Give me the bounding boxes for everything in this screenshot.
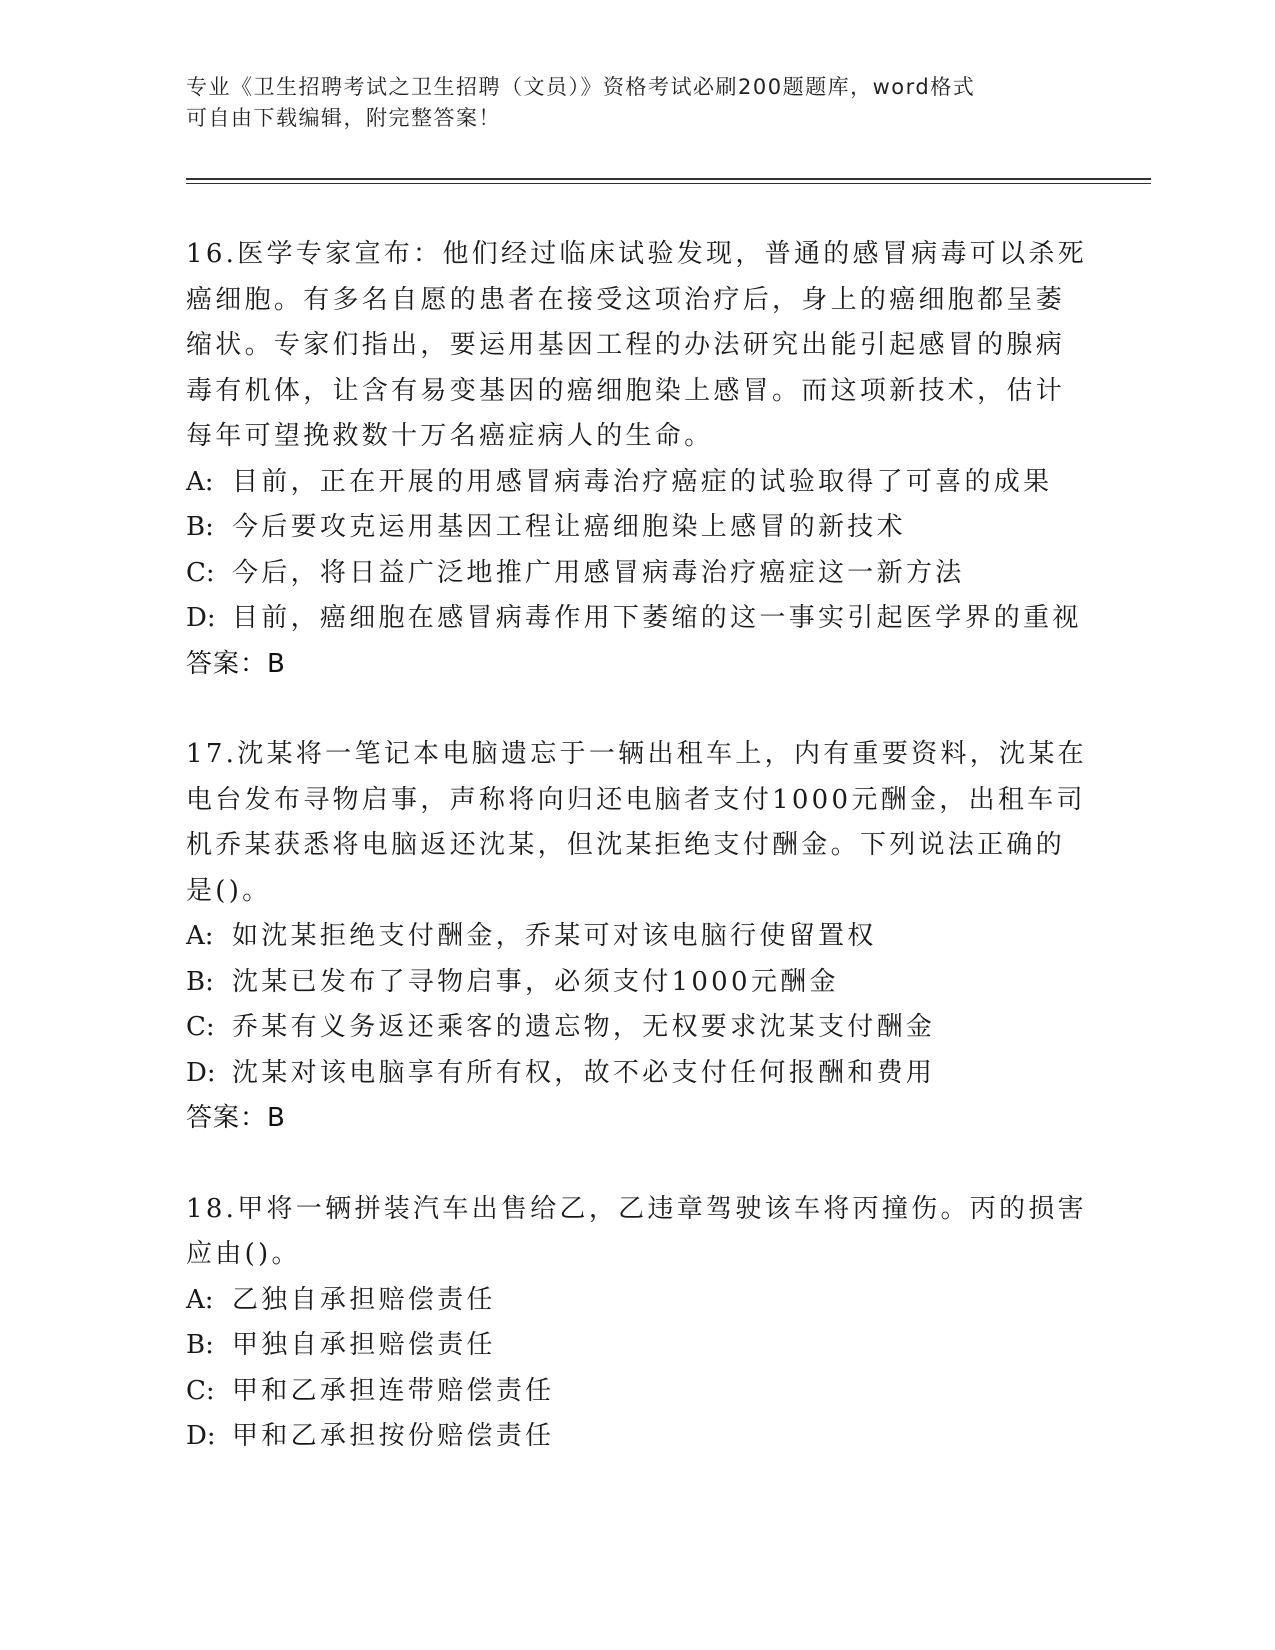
option-c: [186, 1369, 1086, 1415]
stem-line: 每年可望挽救数十万名癌症病人的生命。: [186, 421, 714, 451]
option-b: [186, 1323, 1086, 1369]
option-text: 沈某对该电脑享有所有权，故不必支付任何报酬和费用: [232, 1057, 936, 1088]
question-list: [186, 232, 1086, 1505]
option-label: C:: [186, 557, 215, 588]
answer-label: 答案：B: [186, 1103, 286, 1133]
option-text: 乔某有义务返还乘客的遗忘物，无权要求沈某支付酬金: [232, 1012, 936, 1042]
option-label: D:: [186, 603, 216, 633]
stem-line: 缩状。专家们指出，要运用基因工程的办法研究出能引起感冒的腺病: [186, 330, 1066, 360]
option-label: A:: [186, 1284, 214, 1315]
question-17: [186, 732, 1086, 1142]
option-text: 沈某已发布了寻物启事，必须支付1000元酬金: [232, 966, 839, 997]
option-label: C:: [186, 1375, 215, 1406]
option-text: 甲和乙承担连带赔偿责任: [232, 1375, 555, 1406]
option-text: 乙独自承担赔偿责任: [232, 1284, 496, 1315]
option-d: [186, 596, 1086, 642]
option-c: [186, 1005, 1086, 1051]
option-label: B:: [186, 966, 214, 997]
option-a: [186, 460, 1086, 506]
stem-line: 电台发布寻物启事，声称将向归还电脑者支付1000元酬金，出租车司: [186, 784, 1086, 815]
option-text: 如沈某拒绝支付酬金，乔某可对该电脑行使留置权: [232, 921, 877, 951]
option-text: 目前，正在开展的用感冒病毒治疗癌症的试验取得了可喜的成果: [232, 466, 1053, 497]
option-label: B:: [186, 512, 214, 542]
header-title-line-2: 可自由下载编辑，附完整答案！: [186, 106, 501, 130]
option-text: 甲独自承担赔偿责任: [232, 1330, 496, 1360]
option-label: C:: [186, 1012, 215, 1042]
option-text: 今后，将日益广泛地推广用感冒病毒治疗癌症这一新方法: [232, 557, 965, 588]
question-16: [186, 232, 1086, 687]
option-label: D:: [186, 1421, 216, 1451]
question-stem: [186, 732, 1086, 914]
stem-line: 癌细胞。有多名自愿的患者在接受这项治疗后，身上的癌细胞都呈萎: [186, 284, 1066, 315]
option-label: D:: [186, 1057, 216, 1088]
option-a: [186, 914, 1086, 960]
stem-line: 毒有机体，让含有易变基因的癌细胞染上感冒。而这项新技术，估计: [186, 375, 1066, 406]
option-d: [186, 1051, 1086, 1097]
stem-line: 机乔某获悉将电脑返还沈某，但沈某拒绝支付酬金。下列说法正确的: [186, 830, 1066, 860]
option-b: [186, 960, 1086, 1006]
option-d: [186, 1414, 1086, 1460]
document-header: [186, 72, 1066, 134]
stem-line: 16.医学专家宣布：他们经过临床试验发现，普通的感冒病毒可以杀死: [186, 239, 1087, 269]
header-divider-thick: [186, 178, 1151, 180]
option-text: 目前，癌细胞在感冒病毒作用下萎缩的这一事实引起医学界的重视: [232, 603, 1082, 633]
stem-line: 是()。: [186, 875, 272, 906]
option-a: [186, 1278, 1086, 1324]
stem-line: 18.甲将一辆拼装汽车出售给乙，乙违章驾驶该车将丙撞伤。丙的损害: [186, 1193, 1087, 1224]
option-label: B:: [186, 1330, 214, 1360]
question-18: [186, 1187, 1086, 1460]
option-label: A:: [186, 921, 214, 951]
header-divider-thin: [186, 183, 1151, 184]
option-text: 今后要攻克运用基因工程让癌细胞染上感冒的新技术: [232, 512, 906, 542]
question-stem: [186, 232, 1086, 460]
option-label: A:: [186, 466, 214, 497]
option-text: 甲和乙承担按份赔偿责任: [232, 1421, 555, 1451]
option-b: [186, 505, 1086, 551]
stem-line: 17.沈某将一笔记本电脑遗忘于一辆出租车上，内有重要资料，沈某在: [186, 739, 1087, 769]
header-title-line-1: 专业《卫生招聘考试之卫生招聘（文员）》资格考试必刷200题题库，word格式: [186, 75, 976, 99]
question-stem: [186, 1187, 1086, 1278]
option-c: [186, 551, 1086, 597]
answer-label: 答案：B: [186, 648, 286, 679]
stem-line: 应由()。: [186, 1239, 301, 1269]
